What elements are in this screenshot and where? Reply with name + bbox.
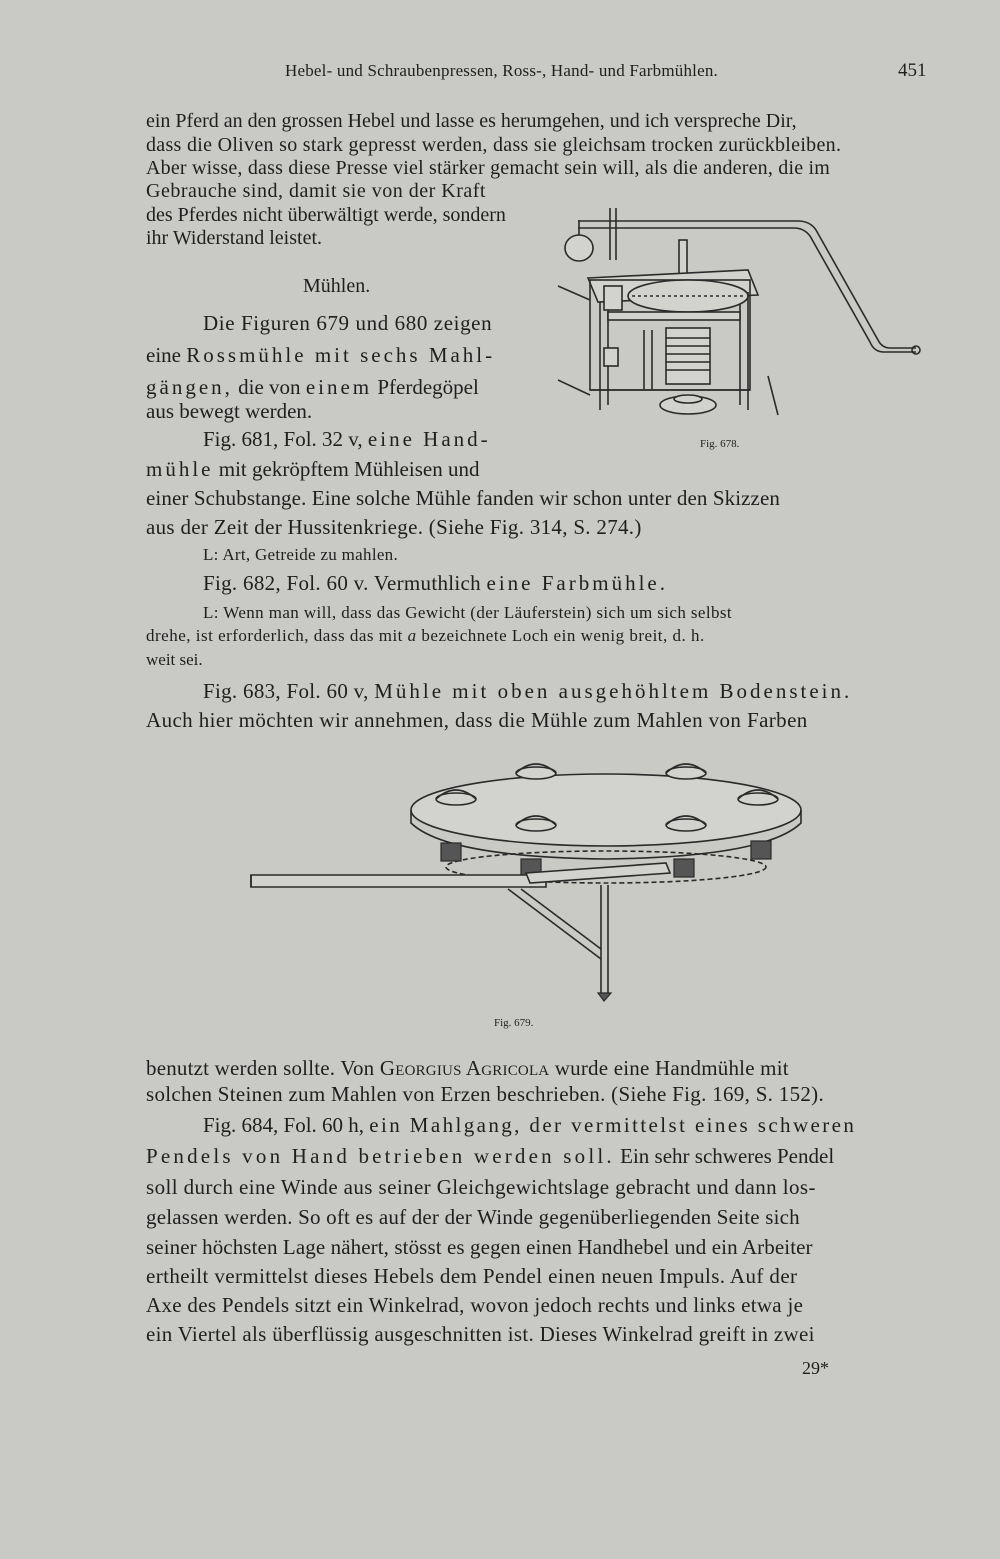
text-line: Fig. 683, Fol. 60 v, Mühle mit oben ausgehöhltem Bodenstein. <box>203 679 853 703</box>
text-line: aus der Zeit der Hussitenkriege. (Siehe Fig. 314, S. 274.) <box>146 515 642 539</box>
figure-678-caption: Fig. 678. <box>700 438 740 450</box>
text-line: ihr Widerstand leistet. <box>146 227 323 249</box>
quote-line: L: Art, Getreide zu mahlen. <box>203 545 399 564</box>
text-line: ein Pferd an den grossen Hebel und lasse es herumgehen, und ich verspreche Dir, <box>146 110 797 132</box>
signature-mark: 29* <box>802 1358 829 1378</box>
text-line: Axe des Pendels sitzt ein Winkelrad, wovon jedoch rechts und links etwa je <box>146 1293 804 1317</box>
text-line: Fig. 681, Fol. 32 v, eine Hand- <box>203 427 491 451</box>
text-line: ertheilt vermittelst dieses Hebels dem Pendel einen neuen Impuls. Auf der <box>146 1264 798 1288</box>
page-number: 451 <box>898 60 927 81</box>
text-line: einer Schubstange. Eine solche Mühle fanden wir schon unter den Skizzen <box>146 486 780 510</box>
text-line: Fig. 682, Fol. 60 v. Vermuthlich eine Farbmühle. <box>203 571 668 595</box>
text-line: Auch hier möchten wir annehmen, dass die Mühle zum Mahlen von Farben <box>146 708 808 732</box>
text-line: benutzt werden sollte. Von Georgius Agricola wurde eine Handmühle mit <box>146 1056 789 1080</box>
section-title: Mühlen. <box>303 275 371 297</box>
quote-line: drehe, ist erforderlich, dass das mit a bezeichnete Loch ein wenig breit, d. h. <box>146 626 705 645</box>
text-line: soll durch eine Winde aus seiner Gleichgewichtslage gebracht und dann los- <box>146 1175 816 1199</box>
text-line: seiner höchsten Lage nähert, stösst es gegen einen Handhebel und ein Arbeiter <box>146 1235 813 1259</box>
text-line: gängen, die von einem Pferdegöpel <box>146 375 479 399</box>
text-line: Gebrauche sind, damit sie von der Kraft <box>146 180 486 202</box>
figure-679-horse-mill <box>246 755 816 1005</box>
text-line: dass die Oliven so stark gepresst werden, dass sie gleichsam trocken zurückbleiben. <box>146 134 842 156</box>
text-line: des Pferdes nicht überwältigt werde, sondern <box>146 204 506 226</box>
quote-line: weit sei. <box>146 650 203 669</box>
figure-679-caption: Fig. 679. <box>494 1017 534 1029</box>
text-line: eine Rossmühle mit sechs Mahl- <box>146 343 496 367</box>
text-line: gelassen werden. So oft es auf der der Winde gegenüberliegenden Seite sich <box>146 1205 800 1229</box>
text-line: Pendels von Hand betrieben werden soll. Ein sehr schweres Pendel <box>146 1144 835 1168</box>
text-line: mühle mit gekröpftem Mühleisen und <box>146 457 480 481</box>
running-title: Hebel- und Schraubenpressen, Ross-, Hand- und Farbmühlen. <box>285 61 719 80</box>
text-line: ein Viertel als überflüssig ausgeschnitten ist. Dieses Winkelrad greift in zwei <box>146 1322 815 1346</box>
quote-line: L: Wenn man will, dass das Gewicht (der Läuferstein) sich um sich selbst <box>203 603 732 622</box>
text-line: Die Figuren 679 und 680 zeigen <box>203 311 493 335</box>
figure-678-olive-press <box>548 200 924 428</box>
text-line: Aber wisse, dass diese Presse viel stärker gemacht sein will, als die anderen, die im <box>146 157 831 179</box>
text-line: solchen Steinen zum Mahlen von Erzen beschrieben. (Siehe Fig. 169, S. 152). <box>146 1082 825 1106</box>
text-line: aus bewegt werden. <box>146 399 313 423</box>
text-line: Fig. 684, Fol. 60 h, ein Mahlgang, der vermittelst eines schweren <box>203 1113 857 1137</box>
